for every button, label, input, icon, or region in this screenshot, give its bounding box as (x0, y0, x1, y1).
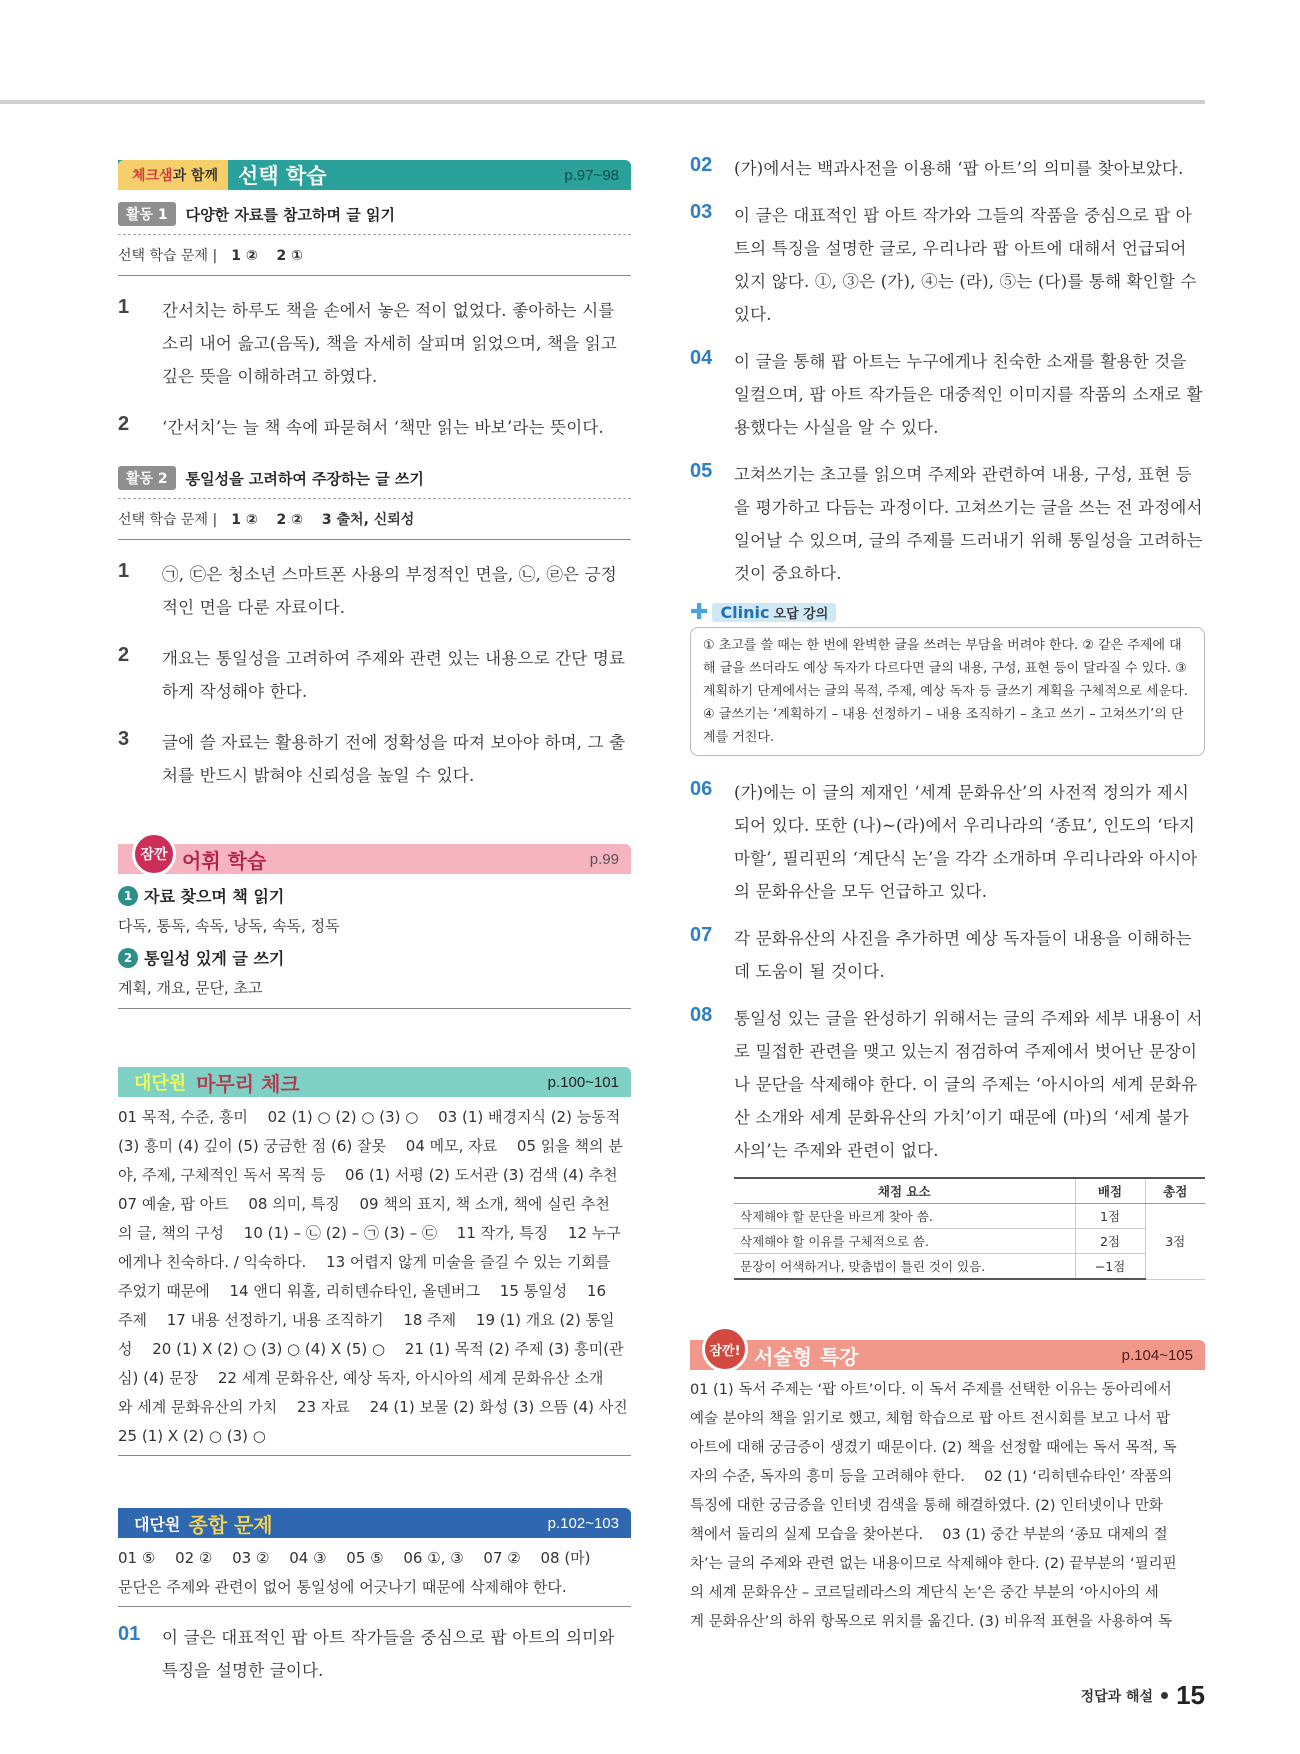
answer-line: 주었기 때문에 14 앤디 워홀, 리히텐슈타인, 올덴버그 15 통일성 16 (118, 1282, 606, 1300)
section-number: 2 (118, 948, 138, 968)
bullet-dot (1161, 1692, 1168, 1699)
answer-line: 심) (4) 문장 22 세계 문화유산, 예상 독자, 아시아의 세계 문화유산 소개 (118, 1369, 604, 1387)
tag-rest-text: 과 함께 (172, 168, 219, 184)
item-number: 2 (118, 644, 130, 666)
activity-tag: 활동 2 (118, 466, 176, 490)
answer-line: 와 세계 문화유산의 가치 23 자료 24 (1) 보물 (2) 화성 (3) 으뜸 (4) 사진 (118, 1398, 628, 1416)
item-number: 07 (690, 924, 713, 946)
answer-line: 주제 17 내용 선정하기, 내용 조직하기 18 주제 19 (1) 개요 (2) 통일 (118, 1311, 615, 1329)
table-cell: −1점 (1075, 1254, 1145, 1280)
banner-title-2: 특강 (819, 1344, 859, 1369)
clinic-box: ① 초고를 쓸 때는 한 번에 완벽한 글을 쓰려는 부담을 버려야 한다. ② 같은 주제에 대해 글을 쓰더라도 예상 독자가 다르다면 글의 내용, 구성, 표현 등이 달라질 수 있다. ③ 계획하기 단계에서는 글의 목적, 주제, 예상 독자 등 글쓰기 계획을 구체적으로 세운다. ④ 글쓰기는 ‘계획하기 – 내용 선정하기 – 내용 조직하기 – 초고 쓰기 – 고쳐쓰기’의 단계를 거친다. (690, 627, 1205, 756)
item-text: 글에 쓸 자료는 활용하기 전에 정확성을 따져 보아야 하며, 그 출처를 반드시 밝혀야 신뢰성을 높일 수 있다. (162, 733, 626, 785)
table-cell: 삭제해야 할 이유를 구체적으로 씀. (734, 1229, 1075, 1254)
item-text: ‘간서치’는 늘 책 속에 파묻혀서 ‘책만 읽는 바보’라는 뜻이다. (162, 418, 604, 437)
divider (118, 1606, 631, 1607)
divider (118, 539, 631, 540)
item-text: 이 글은 대표적인 팝 아트 작가들을 중심으로 팝 아트의 의미와 특징을 설명한 글이다. (162, 1628, 615, 1680)
list-item (690, 199, 1205, 331)
item-number: 02 (690, 154, 713, 176)
vocab-words: 계획, 개요, 문단, 초고 (118, 979, 263, 997)
item-number: 01 (118, 1623, 141, 1645)
section-title: 통일성 있게 글 쓰기 (144, 949, 285, 968)
list-item (690, 345, 1205, 444)
list-item (690, 152, 1205, 185)
answer-line: 문단은 주제와 관련이 없어 통일성에 어긋나기 때문에 삭제해야 한다. (118, 1578, 567, 1596)
checksam-tag (118, 160, 228, 190)
activity-title: 통일성을 고려하여 주장하는 글 쓰기 (185, 469, 424, 488)
item-number: 1 (118, 296, 130, 318)
answer-line: 성 20 (1) X (2) ○ (3) ○ (4) X (5) ○ 21 (1) 목적 (2) 주제 (3) 흥미(관 (118, 1340, 624, 1358)
answer-line: (3) 흥미 (4) 깊이 (5) 궁금한 점 (6) 잘못 04 메모, 자료 05 읽을 책의 분 (118, 1137, 623, 1155)
list-item (118, 1621, 631, 1687)
item-number: 06 (690, 778, 713, 800)
clinic-subtitle: 오답 강의 (773, 607, 829, 622)
item-text: 고쳐쓰기는 초고를 읽으며 주제와 관련하여 내용, 구성, 표현 등을 평가하고 다듬는 과정이다. 고쳐쓰기는 글을 쓰는 전 과정에서 일어날 수 있으며, 글의 주제를 드러내기 위해 통일성을 고려하는 것이 중요하다. (734, 465, 1203, 583)
divider (118, 1455, 631, 1456)
table-cell: 삭제해야 할 문단을 바르게 찾아 씀. (734, 1204, 1075, 1229)
answer-line: 25 (1) X (2) ○ (3) ○ (118, 1427, 266, 1445)
answer-line: 자의 수준, 독자의 흥미 등을 고려해야 한다. 02 (1) ‘리히텐슈타인’ 작품의 (690, 1469, 1173, 1485)
quiz-label: 선택 학습 문제 | (118, 512, 218, 528)
scoring-table (734, 1177, 1205, 1280)
answer-line: 아트에 대해 궁금증이 생겼기 때문이다. (2) 책을 선정할 때에는 독서 목적, 독 (690, 1440, 1177, 1456)
answer-line: 특징에 대한 궁금증을 인터넷 검색을 통해 해결하였다. (2) 인터넷이나 만화 (690, 1498, 1163, 1514)
list-item (118, 642, 631, 708)
divider (118, 1008, 631, 1009)
select-learning-banner (118, 160, 631, 190)
item-number: 1 (118, 560, 130, 582)
activity-tag: 활동 1 (118, 202, 176, 226)
banner-title-1: 서술형 (754, 1344, 812, 1369)
answer-line: 책에서 둘리의 실제 모습을 찾아본다. 03 (1) 중간 부분의 ‘종묘 대제의 절 (690, 1527, 1168, 1543)
item-text: ㉠, ㉢은 청소년 스마트폰 사용의 부정적인 면을, ㉡, ㉣은 긍정적인 면을 다룬 자료이다. (162, 565, 617, 617)
activity-1-header (118, 202, 631, 226)
item-text: 간서치는 하루도 책을 손에서 놓은 적이 없었다. 좋아하는 시를 소리 내어 읊고(음독), 책을 자세히 살피며 읽었으며, 책을 읽고 깊은 뜻을 이해하려고 하였다. (162, 301, 618, 386)
clinic-label (712, 603, 836, 622)
list-item (118, 294, 631, 393)
unit-check-banner (118, 1067, 631, 1097)
answer-line: 야, 주제, 구체적인 독서 목적 등 06 (1) 서평 (2) 도서관 (3) 검색 (4) 추천 (118, 1166, 618, 1184)
clinic-title: Clinic (720, 603, 770, 622)
list-item (118, 411, 631, 444)
page-ref: p.100~101 (547, 1073, 619, 1091)
item-number: 2 (118, 413, 130, 435)
list-item (118, 726, 631, 792)
vocab-banner (118, 844, 631, 874)
page-footer (1081, 1680, 1205, 1711)
table-row (734, 1254, 1205, 1280)
answer-line: 01 ⑤ 02 ② 03 ② 04 ③ 05 ⑤ 06 ①, ③ 07 ② 08 (마) (118, 1549, 591, 1567)
total-quiz-answers (118, 1544, 631, 1602)
essay-banner (690, 1340, 1205, 1370)
item-text: 이 글은 대표적인 팝 아트 작가와 그들의 작품을 중심으로 팝 아트의 특징을 설명한 글로, 우리나라 팝 아트에 대해서 언급되어 있지 않다. ①, ③은 (가), ④는 (라), ⑤는 (다)를 통해 확인할 수 있다. (734, 206, 1197, 324)
divider (118, 234, 631, 235)
banner-title-2: 종합 문제 (188, 1512, 273, 1537)
activity-2-header (118, 466, 631, 490)
item-text: (가)에서는 백과사전을 이용해 ‘팝 아트’의 의미를 찾아보았다. (734, 159, 1184, 178)
essay-badge: 잠깐! (702, 1326, 748, 1372)
answer-line: 01 목적, 수준, 흥미 02 (1) ○ (2) ○ (3) ○ 03 (1) 배경지식 (2) 능동적 (118, 1108, 621, 1126)
table-cell: 2점 (1075, 1229, 1145, 1254)
item-text: (가)에는 이 글의 제재인 ‘세계 문화유산’의 사전적 정의가 제시되어 있다. 또한 (나)~(라)에서 우리나라의 ‘종묘’, 인도의 ‘타지마할’, 필리핀의 ‘계단식 논’을 각각 소개하며 우리나라와 아시아의 문화유산을 모두 언급하고 있다. (734, 783, 1198, 901)
page-ref: p.102~103 (547, 1514, 619, 1532)
quiz-answer-values: 1 ② 2 ① (231, 248, 304, 264)
page-number: 15 (1176, 1680, 1205, 1710)
plus-icon: ✚ (690, 600, 709, 625)
tag-red-text: 체크샘 (132, 168, 173, 184)
banner-title-2: 마무리 체크 (196, 1071, 300, 1096)
banner-title-1: 대단원 (134, 1514, 181, 1534)
left-column (118, 160, 631, 1687)
table-cell: 1점 (1075, 1204, 1145, 1229)
column-header: 채점 요소 (734, 1178, 1075, 1204)
vocab-section-head (118, 884, 631, 907)
item-text: 이 글을 통해 팝 아트는 누구에게나 친숙한 소재를 활용한 것을 일컬으며, 팝 아트 작가들은 대중적인 이미지를 작품의 소재로 활용했다는 사실을 알 수 있다. (734, 352, 1203, 437)
page-ref: p.99 (589, 850, 619, 868)
list-item (690, 776, 1205, 908)
quiz-answers (118, 243, 631, 267)
divider (118, 498, 631, 499)
banner-title: 어휘 학습 (182, 848, 267, 873)
list-item (690, 1002, 1205, 1167)
list-item (690, 458, 1205, 590)
section-number: 1 (118, 886, 138, 906)
item-number: 08 (690, 1004, 713, 1026)
top-rule (0, 100, 1205, 104)
activity-title: 다양한 자료를 참고하며 글 읽기 (185, 205, 395, 224)
banner-title-1: 대단원 (134, 1073, 187, 1094)
table-header-row (734, 1178, 1205, 1204)
list-item (690, 922, 1205, 988)
footer-label: 정답과 해설 (1080, 1688, 1154, 1705)
quiz-label: 선택 학습 문제 | (118, 248, 218, 264)
answer-line: 에게나 친숙하다. / 익숙하다. 13 어렵지 않게 미술을 즐길 수 있는 기회를 (118, 1253, 611, 1271)
item-text: 통일성 있는 글을 완성하기 위해서는 글의 주제와 세부 내용이 서로 밀접한 관련을 맺고 있는지 점검하여 주제에서 벗어난 문장이나 문단을 삭제해야 한다. 이 글의 주제는 ‘아시아의 세계 문화유산 소개와 세계 문화유산의 가치’이기 때문에 (마)의 ‘세계 불가사의’는 주제와 관련이 없다. (734, 1009, 1203, 1160)
quiz-answers (118, 507, 631, 531)
item-text: 각 문화유산의 사진을 추가하면 예상 독자들이 내용을 이해하는 데 도움이 될 것이다. (734, 929, 1192, 981)
table-row (734, 1204, 1205, 1229)
right-column (690, 152, 1205, 1637)
essay-answers (690, 1376, 1205, 1637)
divider (118, 275, 631, 276)
answer-line: 의 글, 책의 구성 10 (1) – ㉡ (2) – ㉠ (3) – ㉢ 11 작가, 특징 12 누구 (118, 1224, 621, 1242)
answer-line: 차’는 글의 주제와 관련 없는 내용이므로 삭제해야 한다. (2) 끝부분의 ‘필리핀 (690, 1556, 1177, 1572)
quiz-answer-values: 1 ② 2 ② 3 출처, 신뢰성 (231, 512, 415, 528)
table-row (734, 1229, 1205, 1254)
column-header: 배점 (1075, 1178, 1145, 1204)
item-number: 03 (690, 201, 713, 223)
answer-line: 의 세계 문화유산 – 코르딜레라스의 계단식 논’은 중간 부분의 ‘아시아의 세 (690, 1585, 1159, 1601)
answer-line: 계 문화유산’의 하위 항목으로 위치를 옮긴다. (3) 비유적 표현을 사용하여 독 (690, 1614, 1173, 1630)
clinic-header (690, 600, 1205, 625)
table-cell: 문장이 어색하거나, 맞춤법이 틀린 것이 있음. (734, 1254, 1075, 1280)
total-quiz-banner (118, 1508, 631, 1538)
answer-line: 예술 분야의 책을 읽기로 했고, 체험 학습으로 팝 아트 전시회를 보고 나서 팝 (690, 1411, 1171, 1427)
answer-line: 07 예술, 팝 아트 08 의미, 특징 09 책의 표지, 책 소개, 책에 실린 추천 (118, 1195, 610, 1213)
answer-line: 01 (1) 독서 주제는 ‘팝 아트’이다. 이 독서 주제를 선택한 이유는 동아리에서 (690, 1382, 1172, 1398)
banner-title: 선택 학습 (238, 164, 327, 188)
column-header: 총점 (1145, 1178, 1205, 1204)
section-title: 자료 찾으며 책 읽기 (144, 887, 285, 906)
page-ref: p.104~105 (1121, 1346, 1193, 1364)
vocab-section-head (118, 946, 631, 969)
item-number: 05 (690, 460, 713, 482)
table-cell-total: 3점 (1145, 1204, 1205, 1280)
item-text: 개요는 통일성을 고려하여 주제와 관련 있는 내용으로 간단 명료하게 작성해야 한다. (162, 649, 626, 701)
unit-check-answers (118, 1103, 631, 1451)
item-number: 04 (690, 347, 713, 369)
item-number: 3 (118, 728, 130, 750)
vocab-badge: 잠깐 (132, 832, 176, 876)
page-ref: p.97~98 (564, 166, 619, 184)
list-item (118, 558, 631, 624)
vocab-words: 다독, 통독, 속독, 낭독, 속독, 정독 (118, 917, 340, 935)
